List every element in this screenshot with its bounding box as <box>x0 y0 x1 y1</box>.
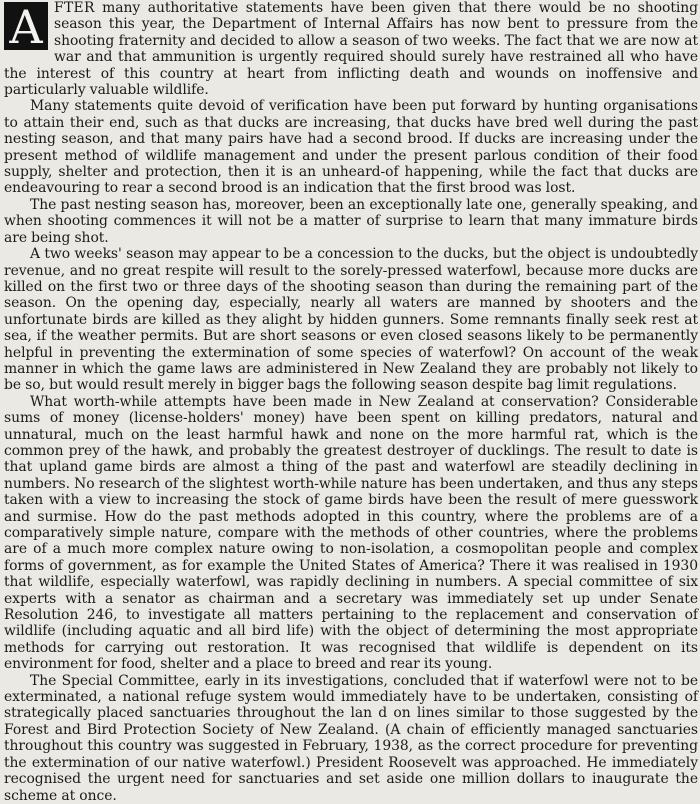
paragraph-1-text: many authoritative statements have been given that there would be no shooting season this year, the Department of Internal Affairs has now bent to pressure from the shooting fraternity and decided to allow a season of two weeks. The fact that we are now at war and that ammunition is urgently required should surely have restrained all who have the interest of this country at heart from inflicting death and wounds on inoffensive and particularly valuable wildlife. <box>4 0 698 99</box>
paragraph-2: Many statements quite devoid of verification have been put forward by hunting organisations to attain their end, such as that ducks are increasing, that ducks have bred well during the past nesting season, and that many pairs have had a second brood. If ducks are increasing under the present method of wildlife management and under the present parlous condition of their food supply, shelter and protection, then it is an unheard-of happening, while the fact that ducks are endeavouring to rear a second brood is an indication that the first brood was lost. <box>4 98 698 197</box>
paragraph-3: The past nesting season has, moreover, been an exceptionally late one, generally speaking, and when shooting commences it will not be a matter of surprise to learn that many immature birds are being shot. <box>4 196 698 246</box>
article-page <box>4 0 698 804</box>
drop-cap: A <box>4 2 48 50</box>
paragraph-6: The Special Committee, early in its investigations, concluded that if waterfowl were not to be exterminated, a national refuge system would immediately have to be undertaken, consisting of strategically placed sanctuaries throughout the lan d on lines similar to those suggested by the Forest and Bird Protection Society of New Zealand. (A chain of efficiently managed sanctuaries throughout this country was suggested in February, 1938, as the correct procedure for preventing the extermination of our native waterfowl.) President Roosevelt was approached. He immediately recognised the urgent need for sanctuaries and set aside one million dollars to inaugurate the scheme at once. <box>4 672 698 804</box>
paragraph-4: A two weeks' season may appear to be a concession to the ducks, but the object is undoubtedly revenue, and no great respite will result to the sorely-pressed waterfowl, because more ducks are killed on the first two or three days of the shooting season than during the remaining part of the season. On the opening day, especially, nearly all waters are manned by shooters and the unfortunate birds are killed as they alight by hidden gunners. Some remnants finally seek rest at sea, if the weather permits. But are short seasons or even closed seasons likely to be permanently helpful in preventing the extermination of some species of waterfowl? On account of the weak manner in which the game laws are administered in New Zealand they are probably not likely to be so, but would result merely in bigger bags the following season despite bag limit regulations. <box>4 246 698 394</box>
paragraph-1 <box>4 0 698 98</box>
paragraph-5: What worth-while attempts have been made in New Zealand at conservation? Considerable sums of money (license-holders' money) have been spent on killing predators, natural and unnatural, much on the least harmful hawk and none on the more harmful rat, which is the common prey of the hawk, and probably the greatest destroyer of ducklings. The result to date is that upland game birds are almost a thing of the past and waterfowl are steadily declining in numbers. No research of the slightest worth-while nature has been undertaken, and thus any steps taken with a view to increasing the stock of game birds have been the result of mere guesswork and surmise. How do the past methods adopted in this country, where the problems are of a comparatively simple nature, compare with the methods of other countries, where the problems are of a much more complex nature owing to non-isolation, a cosmopolitan people and complex forms of government, as for example the United States of America? There it was realised in 1930 that wildlife, especially waterfowl, was rapidly declining in numbers. A special committee of six experts with a senator as chairman and a secretary was immediately set up under Senate Resolution 246, to investigate all matters pertaining to the replacement and conservation of wildlife (including aquatic and all bird life) with the object of determining the most appropriate methods for carrying out restoration. It was recognised that wildlife is dependent on its environment for food, shelter and a place to breed and rear its young. <box>4 393 698 673</box>
opening-caps: FTER <box>54 0 95 16</box>
